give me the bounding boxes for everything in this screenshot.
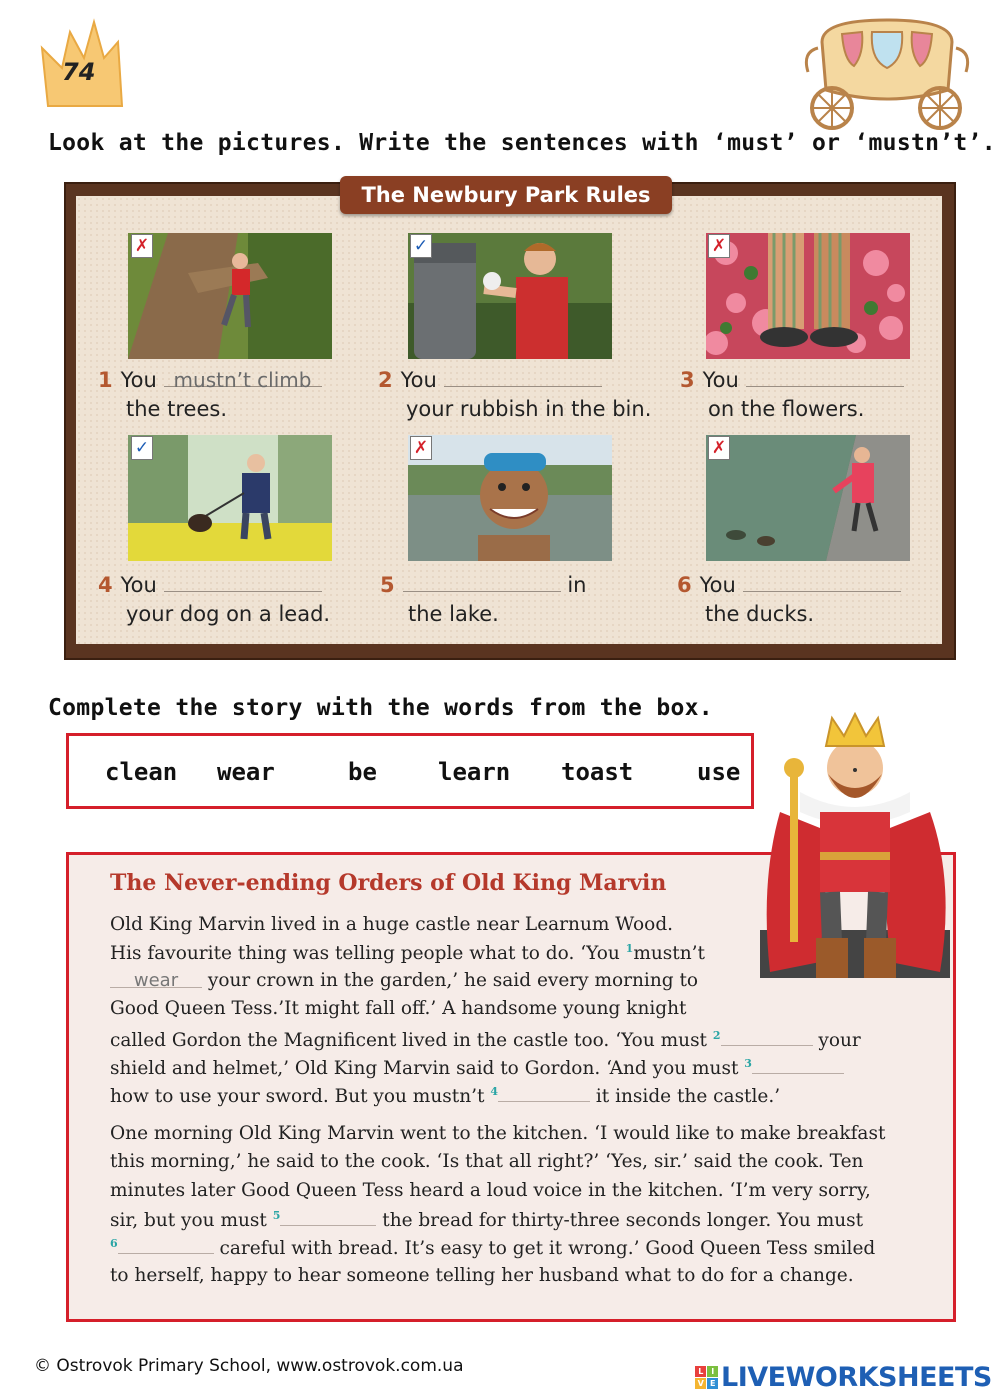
board-title: The Newbury Park Rules <box>340 176 672 214</box>
answer-blank-4[interactable] <box>164 571 322 592</box>
photo-rubbish-bin <box>408 233 612 359</box>
story-line: One morning Old King Marvin went to the kitchen. ‘I would like to make breakfast <box>110 1123 886 1144</box>
story-line: shield and helmet,’ Old King Marvin said to Gordon. ‘And you must $^3$ <box>110 1056 844 1079</box>
answer-blank-5[interactable] <box>403 571 561 592</box>
item-text: You <box>400 368 437 392</box>
carriage-illustration <box>802 12 972 132</box>
photo-climbing-tree <box>128 233 332 359</box>
item-number: 4 <box>98 573 113 597</box>
check-mark-4: ✓ <box>131 436 153 460</box>
item-text: You <box>120 368 157 392</box>
word-clean: clean <box>105 758 178 786</box>
story-line: sir, but you must $^5$ the bread for thirty-three seconds longer. You must <box>110 1208 864 1231</box>
item-text-line2: the trees. <box>126 397 228 421</box>
photo-swimming-lake <box>408 435 612 561</box>
answer-blank-6[interactable] <box>743 571 901 592</box>
cross-mark-3: ✗ <box>708 234 730 258</box>
answer-blank-2[interactable] <box>444 366 602 387</box>
story-blank-2[interactable] <box>721 1028 813 1046</box>
story-blank-3[interactable] <box>752 1056 844 1074</box>
instruction-pictures: Look at the pictures. Write the sentences with ‘must’ or ‘mustn’t’. <box>48 130 996 156</box>
rule-item-3 <box>680 366 904 424</box>
item-number: 2 <box>378 368 393 392</box>
rule-item-2 <box>378 366 651 424</box>
story-blank-4[interactable] <box>498 1084 590 1102</box>
story-line: $^6$ careful with bread. It’s easy to get it wrong.’ Good Queen Tess smiled <box>110 1236 876 1259</box>
cross-mark-1: ✗ <box>131 234 153 258</box>
photo-feeding-ducks <box>706 435 910 561</box>
photo-dog-on-lead <box>128 435 332 561</box>
answer-blank-1[interactable]: mustn’t climb <box>164 366 322 387</box>
story-title: The Never-ending Orders of Old King Marvin <box>110 870 667 896</box>
word-learn: learn <box>438 758 511 786</box>
instruction-story: Complete the story with the words from the box. <box>48 695 713 721</box>
item-text: You <box>702 368 739 392</box>
story-line: this morning,’ he said to the cook. ‘Is that all right?’ ‘Yes, sir.’ said the cook. Ten <box>110 1151 864 1172</box>
photo-flowers <box>706 233 910 359</box>
story-line: Old King Marvin lived in a huge castle near Learnum Wood. <box>110 914 674 935</box>
item-text-line2: the ducks. <box>705 602 815 626</box>
story-blank-5[interactable] <box>280 1208 376 1226</box>
liveworksheets-logo[interactable] <box>695 1362 992 1393</box>
rule-item-4 <box>98 571 330 629</box>
item-text: You <box>120 573 157 597</box>
copyright-text: © Ostrovok Primary School, www.ostrovok.com.ua <box>34 1356 464 1376</box>
item-number: 5 <box>380 573 395 597</box>
word-use: use <box>697 758 741 786</box>
rule-item-1 <box>98 366 322 424</box>
story-line: Good Queen Tess.’It might fall off.’ A handsome young knight <box>110 998 687 1019</box>
answer-blank-3[interactable] <box>746 366 904 387</box>
rule-item-5 <box>380 571 586 629</box>
cross-mark-6: ✗ <box>708 436 730 460</box>
story-line: how to use your sword. But you mustn’t $^4$ it inside the castle.’ <box>110 1084 781 1107</box>
story-blank-1[interactable]: wear <box>110 970 202 988</box>
item-text-line2: your rubbish in the bin. <box>406 397 652 421</box>
story-line: minutes later Good Queen Tess heard a loud voice in the kitchen. ‘I’m very sorry, <box>110 1180 871 1201</box>
cross-mark-5: ✗ <box>410 436 432 460</box>
rule-item-6 <box>677 571 901 629</box>
item-text-line2: the lake. <box>408 602 499 626</box>
item-text-line2: your dog on a lead. <box>126 602 331 626</box>
item-number: 1 <box>98 368 113 392</box>
word-wear: wear <box>217 758 275 786</box>
check-mark-2: ✓ <box>410 234 432 258</box>
word-toast: toast <box>561 758 634 786</box>
word-be: be <box>348 758 377 786</box>
item-text: You <box>699 573 736 597</box>
item-text-line2: on the flowers. <box>708 397 865 421</box>
page-number: 74 <box>62 58 96 86</box>
king-illustration <box>760 712 950 1012</box>
item-number: 6 <box>677 573 692 597</box>
story-line: wear your crown in the garden,’ he said every morning to <box>110 970 698 991</box>
story-line: His favourite thing was telling people what to do. ‘You $^1$mustn’t <box>110 942 705 965</box>
logo-icon: L I V E <box>695 1366 718 1389</box>
logo-text: LIVEWORKSHEETS <box>721 1362 992 1393</box>
story-line: to herself, happy to hear someone telling her husband what to do for a change. <box>110 1265 854 1286</box>
item-text-end: in <box>567 573 587 597</box>
story-blank-6[interactable] <box>118 1236 214 1254</box>
item-number: 3 <box>680 368 695 392</box>
story-line: called Gordon the Magnificent lived in the castle too. ‘You must $^2$ your <box>110 1028 861 1051</box>
